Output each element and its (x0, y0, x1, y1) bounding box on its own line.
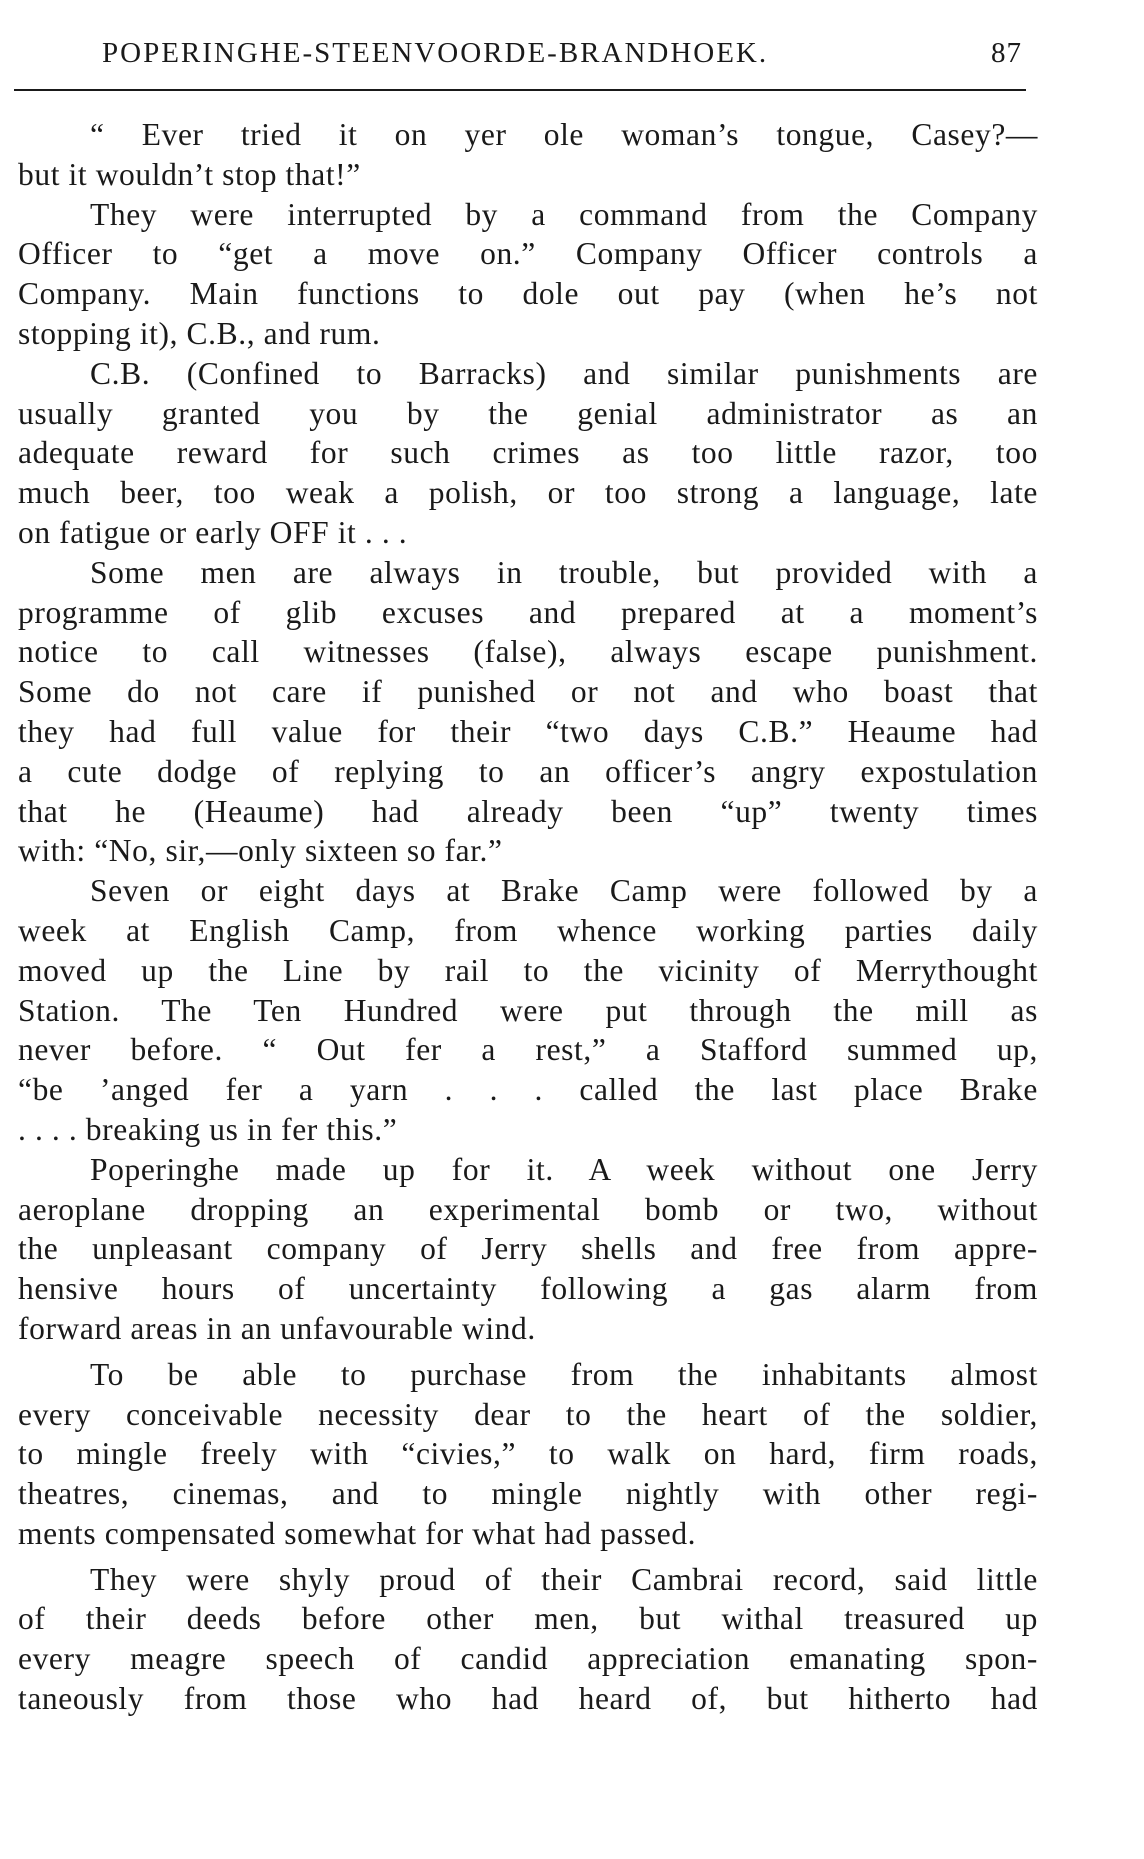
text-line: Company. Main functions to dole out pay (when he’s not (18, 276, 1038, 312)
text-line: on fatigue or early OFF it . . . (18, 514, 408, 550)
text-line: moved up the Line by rail to the vicinity of Merrythought (18, 952, 1038, 988)
text-line: a cute dodge of replying to an officer’s angry expostulation (18, 753, 1038, 789)
paragraph-3 (18, 354, 1038, 553)
text-line: Station. The Ten Hundred were put through the mill as (18, 992, 1038, 1028)
text-line: They were interrupted by a command from the Company (90, 196, 1038, 232)
text-line: “ Ever tried it on yer ole woman’s tongue, Casey?— (90, 117, 1038, 152)
text-line: “be ’anged fer a yarn . . . called the last place Brake (18, 1072, 1038, 1108)
text-line: . . . . breaking us in fer this.” (18, 1111, 398, 1147)
paragraph-8 (18, 1560, 1038, 1719)
text-line: with: “No, sir,—only sixteen so far.” (18, 833, 503, 869)
text-line: aeroplane dropping an experimental bomb or two, without (18, 1191, 1038, 1227)
text-line: hensive hours of uncertainty following a gas alarm from (18, 1271, 1038, 1307)
text-line: but it wouldn’t stop that!” (18, 156, 361, 192)
text-line: To be able to purchase from the inhabitants almost (90, 1356, 1038, 1392)
text-line: usually granted you by the genial administrator as an (18, 395, 1038, 431)
text-line: theatres, cinemas, and to mingle nightly with other regi- (18, 1476, 1038, 1512)
text-line: every meagre speech of candid appreciation emanating spon- (18, 1641, 1038, 1677)
text-line: week at English Camp, from whence working parties daily (18, 912, 1038, 948)
page-number: 87 (991, 37, 1022, 69)
text-line: programme of glib excuses and prepared at a moment’s (18, 594, 1038, 630)
header-rule (14, 89, 1026, 91)
body-text (18, 115, 1038, 1719)
text-line: Some men are always in trouble, but provided with a (90, 554, 1038, 590)
text-line: the unpleasant company of Jerry shells and free from appre- (18, 1231, 1038, 1267)
paragraph-6 (18, 1150, 1038, 1349)
text-line: adequate reward for such crimes as too little razor, too (18, 435, 1038, 471)
text-line: Officer to “get a move on.” Company Officer controls a (18, 236, 1038, 272)
text-line: Poperinghe made up for it. A week without one Jerry (90, 1151, 1038, 1187)
text-line: notice to call witnesses (false), always escape punishment. (18, 634, 1038, 670)
text-line: of their deeds before other men, but withal treasured up (18, 1601, 1038, 1637)
paragraph-7 (18, 1355, 1038, 1554)
text-line: C.B. (Confined to Barracks) and similar punishments are (90, 355, 1038, 391)
text-line: Seven or eight days at Brake Camp were followed by a (90, 873, 1038, 909)
text-line: to mingle freely with “civies,” to walk on hard, firm roads, (18, 1436, 1038, 1472)
text-line: They were shyly proud of their Cambrai record, said little (90, 1561, 1038, 1597)
paragraph-1 (18, 115, 1038, 195)
running-title: POPERINGHE-STEENVOORDE-BRANDHOEK. (102, 37, 769, 69)
running-header (102, 30, 1022, 76)
text-line: they had full value for their “two days C.B.” Heaume had (18, 713, 1038, 749)
paragraph-2 (18, 195, 1038, 354)
text-line: never before. “ Out fer a rest,” a Stafford summed up, (18, 1032, 1038, 1068)
text-line: Some do not care if punished or not and who boast that (18, 674, 1038, 710)
text-line: forward areas in an unfavourable wind. (18, 1310, 536, 1346)
text-line: that he (Heaume) had already been “up” twenty times (18, 793, 1038, 829)
text-line: ments compensated somewhat for what had passed. (18, 1515, 697, 1551)
text-line: much beer, too weak a polish, or too strong a language, late (18, 475, 1038, 511)
paragraph-4 (18, 553, 1038, 871)
paragraph-5 (18, 871, 1038, 1150)
text-line: taneously from those who had heard of, but hitherto had (18, 1681, 1038, 1717)
text-line: stopping it), C.B., and rum. (18, 315, 381, 351)
text-line: every conceivable necessity dear to the heart of the soldier, (18, 1396, 1038, 1432)
